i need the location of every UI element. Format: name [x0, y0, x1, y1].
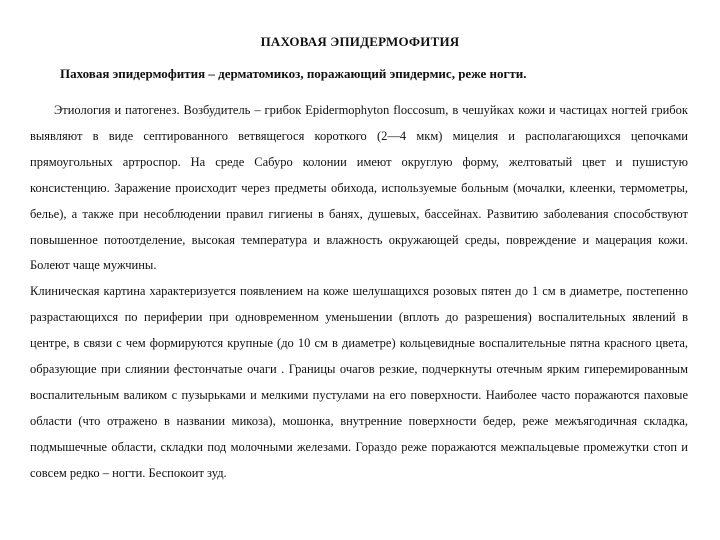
document-body: [30, 98, 688, 487]
paragraph-etiology: Этиология и патогенез. Возбудитель – грибок Epidermophyton floccosum, в чешуйках кожи и частицах ногтей грибок выявляют в виде септированного ветвящегося короткого (2—4 мкм) мицелия и располагающихся цепочками прямоугольных артроспор. На среде Сабуро колонии имеют округлую форму, желтоватый цвет и пушистую консистенцию. Заражение происходит через предметы обихода, используемые больным (мочалки, клеенки, термометры, белье), а также при несоблюдении правил гигиены в банях, душевых, бассейнах. Развитию заболевания способствуют повышенное потоотделение, высокая температура и влажность окружающей среды, повреждение и мацерация кожи. Болеют чаще мужчины.: [30, 103, 688, 273]
document-title: ПАХОВАЯ ЭПИДЕРМОФИТИЯ: [260, 34, 460, 49]
document-subtitle: Паховая эпидермофития – дерматомикоз, поражающий эпидермис, реже ногти.: [60, 66, 527, 81]
paragraph-clinical-picture: Клиническая картина характеризуется появлением на коже шелушащихся розовых пятен до 1 см в диаметре, постепенно разрастающихся по периферии при одновременном уменьшении (вплоть до разрешения) воспалительных явлений в центре, в связи с чем формируются крупные (до 10 см в диаметре) кольцевидные воспалительные пятна красного цвета, образующие при слиянии фестончатые очаги . Границы очагов резкие, подчеркнуты отечным ярким гиперемированным воспалительным валиком с пузырьками и мелкими пустулами на его поверхности. Наиболее часто поражаются паховые области (что отражено в названии микоза), мошонка, внутренние поверхности бедер, реже межъягодичная складка, подмышечные области, складки под молочными железами. Гораздо реже поражаются межпальцевые промежутки стоп и совсем редко – ногти. Беспокоит зуд.: [30, 284, 688, 480]
